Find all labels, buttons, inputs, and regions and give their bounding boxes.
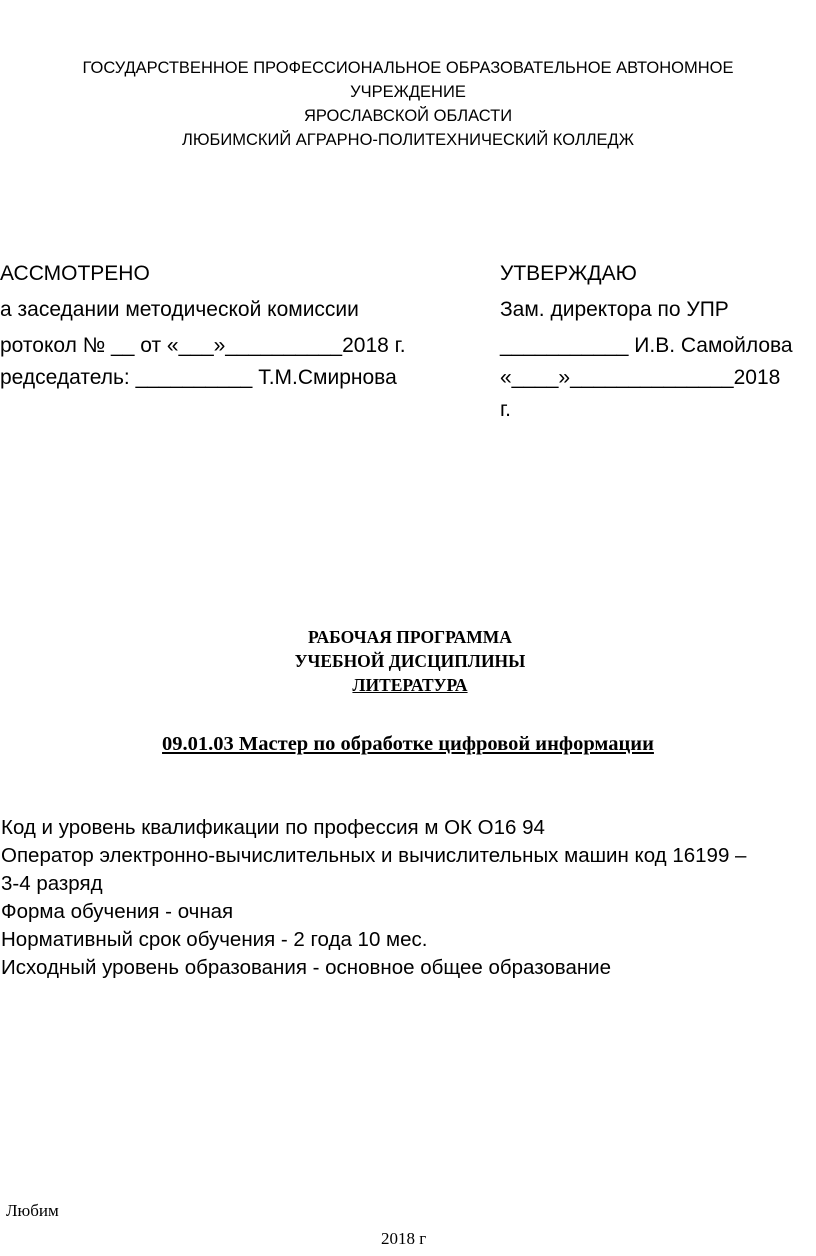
title-line-3: ЛИТЕРАТУРА [352, 675, 468, 695]
approval-right-heading: УТВЕРЖДАЮ [500, 262, 637, 285]
info-line-6: Исходный уровень образования - основное общее образование [1, 956, 612, 979]
approval-left-heading: АССМОТРЕНО [0, 262, 150, 285]
header-line-1: ГОСУДАРСТВЕННОЕ ПРОФЕССИОНАЛЬНОЕ ОБРАЗОВАТЕЛЬНОЕ АВТОНОМНОЕ [82, 59, 734, 77]
header-line-4: ЛЮБИМСКИЙ АГРАРНО-ПОЛИТЕХНИЧЕСКИЙ КОЛЛЕДЖ [182, 131, 634, 149]
footer-year: 2018 г [381, 1229, 427, 1248]
info-line-4: Форма обучения - очная [1, 900, 234, 923]
header-line-2: УЧРЕЖДЕНИЕ [350, 83, 466, 101]
info-line-3: 3-4 разряд [1, 872, 103, 895]
approval-left-line-1: а заседании методической комиссии [0, 298, 359, 321]
header-line-3: ЯРОСЛАВСКОЙ ОБЛАСТИ [303, 107, 513, 125]
info-line-2: Оператор электронно-вычислительных и вычислительных машин код 16199 – [1, 844, 747, 867]
info-line-1: Код и уровень квалификации по профессия м ОК О16 94 [1, 816, 545, 839]
approval-left-line-2: ротокол № __ от «___»__________2018 г. [0, 334, 406, 357]
profession-title: 09.01.03 Мастер по обработке цифровой информации [162, 733, 654, 755]
approval-right-line-1: Зам. директора по УПР [500, 298, 729, 321]
approval-right-line-3: «____»______________2018 [500, 366, 781, 389]
approval-right-line-2: ___________ И.В. Самойлова [500, 334, 793, 357]
approval-right-line-4: г. [500, 398, 511, 421]
approval-left-line-3: редседатель: __________ Т.М.Смирнова [0, 366, 397, 389]
footer-city: Любим [6, 1201, 59, 1220]
title-line-2: УЧЕБНОЙ ДИСЦИПЛИНЫ [294, 651, 526, 671]
info-line-5: Нормативный срок обучения - 2 года 10 мес. [1, 928, 428, 951]
title-line-1: РАБОЧАЯ ПРОГРАММА [308, 627, 512, 647]
